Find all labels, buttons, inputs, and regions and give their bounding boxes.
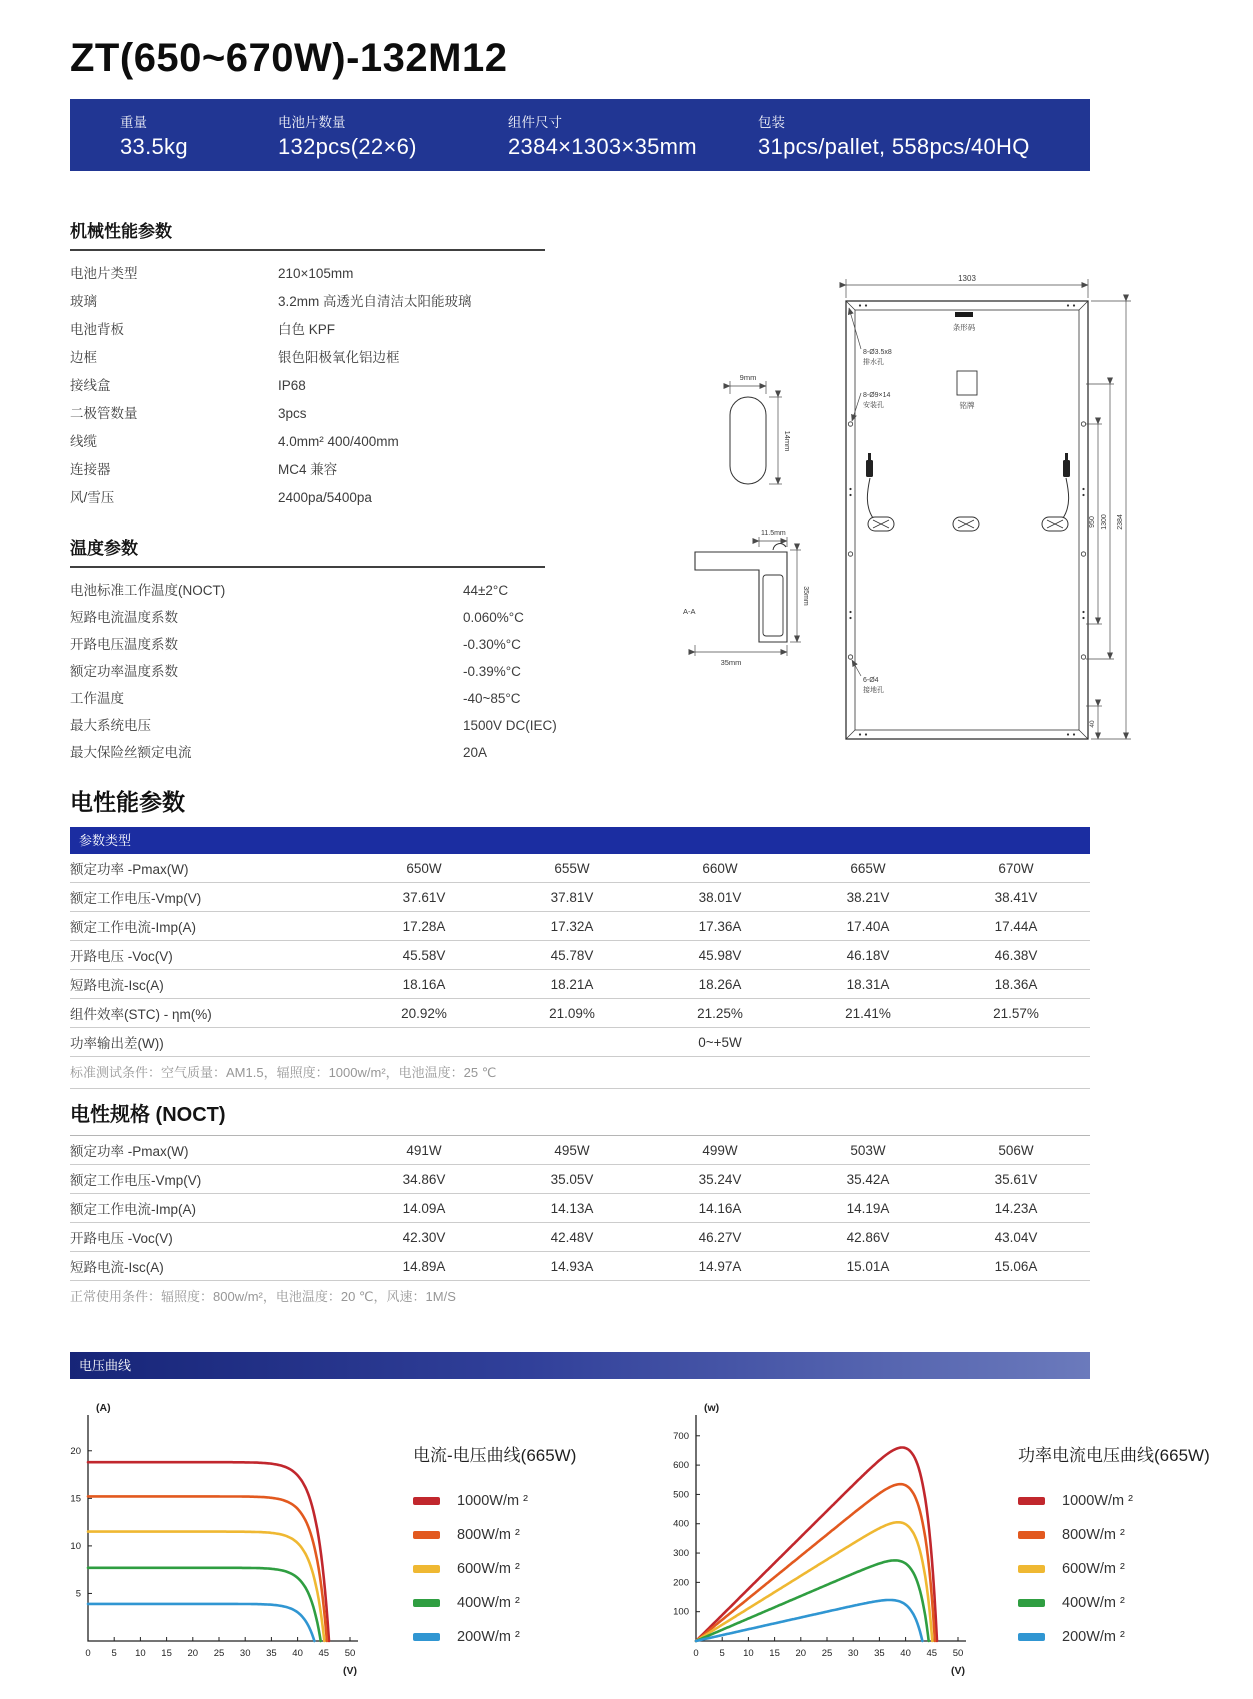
param-type-bar: 参数类型 [70,827,1090,854]
row-label: 开路电压 -Voc(V) [70,949,173,964]
junction-boxes [866,453,1070,531]
cell-value: 17.28A [402,918,446,934]
spec-key: 二极管数量 [70,406,138,421]
temperature-section [70,534,630,766]
panel-drawing-svg [683,254,1163,754]
legend-label: 1000W/m ² [457,1493,528,1509]
spec-item [70,111,278,160]
cell-value: 35.42A [846,1171,890,1187]
svg-text:25: 25 [213,1648,225,1659]
legend-label: 600W/m ² [1062,1561,1125,1577]
legend-item [1018,1518,1253,1552]
legend-color-chip [413,1599,440,1607]
spec-row [70,260,630,288]
svg-text:300: 300 [673,1548,689,1560]
svg-text:35mm: 35mm [720,658,742,667]
cell-value: 18.26A [698,976,742,992]
cell-value: 499W [702,1142,738,1158]
frame-cross-section [683,530,809,667]
spec-key: 额定功率温度系数 [70,664,178,679]
legend-color-chip [413,1531,440,1539]
legend-label: 200W/m ² [457,1629,520,1645]
svg-text:11.5mm: 11.5mm [761,530,786,537]
spec-key: 电池背板 [70,322,124,337]
cell-value: 21.25% [697,1005,743,1021]
row-label: 短路电流-Isc(A) [70,978,164,993]
table-row [70,1252,1090,1281]
svg-text:2384: 2384 [1117,514,1124,530]
svg-text:200: 200 [673,1577,689,1589]
legend-color-chip [413,1565,440,1573]
spec-val: IP68 [278,378,306,393]
spec-value: 31pcs/pallet, 558pcs/40HQ [758,133,1030,159]
svg-text:35mm: 35mm [802,586,809,606]
cell-value: 15.06A [994,1258,1038,1274]
cell-value: 45.58V [402,947,446,963]
cell-value: 14.13A [550,1200,594,1216]
svg-text:50: 50 [344,1648,356,1659]
legend-item [413,1552,658,1586]
svg-text:5: 5 [111,1648,117,1659]
barcode-mark [953,312,976,332]
table-row [70,1028,1090,1057]
spec-row [70,400,630,428]
ground-hole-callout [852,660,884,694]
svg-text:600: 600 [673,1460,689,1472]
cell-value: 17.36A [698,918,742,934]
cell-value: 35.61V [994,1171,1038,1187]
spec-val: 1500V DC(IEC) [463,718,557,733]
spec-key: 最大保险丝额定电流 [70,745,192,760]
svg-text:40: 40 [292,1648,303,1659]
spec-key: 边框 [70,350,97,365]
svg-text:0: 0 [85,1648,91,1659]
legend-color-chip [413,1497,440,1505]
cell-value: 46.18V [846,947,890,963]
spec-key: 接线盒 [70,378,111,393]
cell-value: 14.93A [550,1258,594,1274]
spec-row [70,344,630,372]
panel-rear-view [846,301,1088,739]
spec-value: 33.5kg [120,133,188,159]
svg-text:700: 700 [673,1430,689,1442]
cell-value: 42.86V [846,1229,890,1245]
svg-text:500: 500 [673,1489,689,1501]
voltage-curves-bar: 电压曲线 [70,1352,1090,1379]
cell-value: 20.92% [401,1005,447,1021]
svg-text:25: 25 [821,1648,833,1659]
spec-val: -40~85°C [463,691,521,706]
row-label: 额定工作电流-Imp(A) [70,1202,196,1217]
spec-val: 3pcs [278,406,307,421]
spec-val: 银色阳极氧化铝边框 [278,350,400,365]
page-title: ZT(650~670W)-132M12 [70,36,508,80]
row-label: 额定功率 -Pmax(W) [70,1144,189,1159]
cell-value: 18.31A [846,976,890,992]
legend-label: 200W/m ² [1062,1629,1125,1645]
svg-text:10: 10 [135,1648,146,1659]
legend-item [1018,1620,1253,1654]
cell-value: 37.61V [402,889,446,905]
cell-value: 17.40A [846,918,890,934]
cell-value: 21.41% [845,1005,891,1021]
cell-value: 503W [850,1142,886,1158]
pv-curve-legend [1018,1389,1253,1699]
curve-charts [50,1389,1210,1699]
svg-text:15: 15 [70,1493,81,1505]
cell-value: 655W [554,860,590,876]
spec-item [758,111,1090,160]
table-row [70,1165,1090,1194]
svg-text:条形码: 条形码 [952,323,976,332]
spec-row [70,288,630,316]
cell-value: 14.23A [994,1200,1038,1216]
legend-label: 1000W/m ² [1062,1493,1133,1509]
legend-color-chip [1018,1599,1045,1607]
svg-text:0: 0 [693,1648,699,1659]
cell-value: 34.86V [402,1171,446,1187]
spec-val: MC4 兼容 [278,462,338,477]
legend-color-chip [1018,1565,1045,1573]
svg-text:安装孔: 安装孔 [863,402,884,409]
table-row [70,1194,1090,1223]
spec-item [508,111,758,160]
spec-row [70,484,630,512]
noct-section-title: 电性规格 (NOCT) [70,1089,1090,1136]
row-label: 额定功率 -Pmax(W) [70,862,189,877]
spec-key: 连接器 [70,462,111,477]
cell-value: 15.01A [846,1258,890,1274]
spec-key: 短路电流温度系数 [70,610,178,625]
spec-val: 0.060%°C [463,610,524,625]
spec-val: 210×105mm [278,266,354,281]
svg-text:5: 5 [75,1588,81,1600]
svg-text:(w): (w) [704,1402,720,1414]
dimension-width [846,274,1088,298]
legend-label: 400W/m ² [1062,1595,1125,1611]
svg-text:6-Ø4: 6-Ø4 [863,677,879,684]
svg-text:50: 50 [952,1648,964,1659]
legend-color-chip [1018,1633,1045,1641]
mechanical-section-title: 机械性能参数 [70,217,545,251]
svg-text:A-A: A-A [683,607,696,616]
spec-val: 3.2mm 高透光自清洁太阳能玻璃 [278,294,472,309]
svg-text:40: 40 [1089,720,1096,728]
cell-value: 506W [998,1142,1034,1158]
cell-value: 21.57% [993,1005,1039,1021]
spec-row [70,577,630,604]
svg-text:1303: 1303 [958,274,976,283]
legend-item [1018,1552,1253,1586]
svg-text:20: 20 [187,1648,199,1659]
cell-value: 42.30V [402,1229,446,1245]
table-row [70,854,1090,883]
cell-value: 45.98V [698,947,742,963]
svg-text:30: 30 [239,1648,251,1659]
cell-value: 35.24V [698,1171,742,1187]
cell-value: 18.36A [994,976,1038,992]
legend-label: 600W/m ² [457,1561,520,1577]
cell-value: 14.16A [698,1200,742,1216]
cell-value: 0~+5W [698,1034,742,1050]
svg-text:铭牌: 铭牌 [959,401,975,410]
cell-value: 17.32A [550,918,594,934]
cell-value: 670W [998,860,1034,876]
legend-item [413,1518,658,1552]
spec-row [70,739,630,766]
iv-curve-chart [50,1389,405,1699]
temperature-section-title: 温度参数 [70,534,545,568]
cell-value: 14.97A [698,1258,742,1274]
cell-value: 37.81V [550,889,594,905]
cell-value: 45.78V [550,947,594,963]
cell-value: 38.01V [698,889,742,905]
stc-test-conditions-note: 标准测试条件：空气质量：AM1.5，辐照度：1000w/m²，电池温度：25 ℃ [70,1057,1090,1089]
spec-key: 工作温度 [70,691,124,706]
legend-title: 功率电流电压曲线(665W) [1018,1446,1210,1465]
spec-key: 风/雪压 [70,490,115,505]
spec-value: 132pcs(22×6) [278,133,417,159]
pv-curve-chart [658,1389,1008,1699]
spec-row [70,428,630,456]
row-label: 组件效率(STC) - ηm(%) [70,1007,212,1022]
svg-text:(V): (V) [343,1665,357,1677]
svg-text:接地孔: 接地孔 [863,687,884,694]
svg-text:14mm: 14mm [783,430,792,452]
spec-value: 2384×1303×35mm [508,133,697,159]
svg-text:9mm: 9mm [739,373,757,382]
spec-label: 组件尺寸 [508,114,562,130]
cell-value: 491W [406,1142,442,1158]
row-label: 功率输出差(W)) [70,1036,164,1051]
svg-text:20: 20 [70,1445,81,1457]
svg-text:35: 35 [266,1648,277,1659]
cell-value: 43.04V [994,1229,1038,1245]
table-row [70,1223,1090,1252]
svg-text:8-Ø9×14: 8-Ø9×14 [863,392,891,399]
mechanical-rows [70,260,630,512]
cell-value: 18.21A [550,976,594,992]
spec-val: 白色 KPF [278,322,336,337]
cell-value: 14.89A [402,1258,446,1274]
legend-item [1018,1484,1253,1518]
cell-value: 660W [702,860,738,876]
spec-key: 最大系统电压 [70,718,151,733]
cell-value: 17.44A [994,918,1038,934]
legend-color-chip [413,1633,440,1641]
legend-item [413,1620,658,1654]
spec-label: 重量 [120,114,147,130]
svg-text:30: 30 [847,1648,859,1659]
spec-val: 44±2°C [463,583,509,598]
svg-text:20: 20 [795,1648,807,1659]
cell-value: 665W [850,860,886,876]
spec-row [70,372,630,400]
spec-label: 包装 [758,114,785,130]
svg-text:5: 5 [719,1648,725,1659]
spec-row [70,631,630,658]
svg-text:10: 10 [743,1648,754,1659]
spec-row [70,456,630,484]
svg-text:(V): (V) [951,1665,965,1677]
svg-text:1300: 1300 [1101,514,1108,530]
svg-text:100: 100 [673,1606,689,1618]
cell-value: 21.09% [549,1005,595,1021]
spec-val: 4.0mm² 400/400mm [278,434,399,449]
temperature-rows [70,577,630,766]
svg-text:15: 15 [161,1648,172,1659]
spec-val: -0.39%°C [463,664,521,679]
svg-text:45: 45 [318,1648,330,1659]
spec-label: 电池片数量 [278,114,346,130]
spec-key: 电池标准工作温度(NOCT) [70,583,226,598]
left-column [70,217,630,766]
svg-text:15: 15 [769,1648,780,1659]
slot-detail [730,373,792,484]
spec-val: 2400pa/5400pa [278,490,372,505]
stc-table [70,854,1090,1057]
technical-drawing [683,254,1163,754]
drain-hole-callout [849,308,892,366]
cell-value: 495W [554,1142,590,1158]
row-label: 短路电流-Isc(A) [70,1260,164,1275]
cell-value: 14.19A [846,1200,890,1216]
row-label: 额定工作电压-Vmp(V) [70,1173,202,1188]
legend-item [1018,1586,1253,1620]
spec-item [278,111,508,160]
cell-value: 46.27V [698,1229,742,1245]
dimension-height [1091,301,1131,739]
legend-item [413,1586,658,1620]
spec-row [70,316,630,344]
table-row [70,1136,1090,1165]
svg-text:45: 45 [926,1648,938,1659]
svg-text:排水孔: 排水孔 [863,359,884,366]
row-label: 开路电压 -Voc(V) [70,1231,173,1246]
legend-title: 电流-电压曲线(665W) [413,1446,577,1465]
spec-key: 开路电压温度系数 [70,637,178,652]
table-row [70,883,1090,912]
spec-row [70,604,630,631]
legend-item [413,1484,658,1518]
svg-text:35: 35 [874,1648,885,1659]
noct-table [70,1136,1090,1281]
cell-value: 42.48V [550,1229,594,1245]
mount-hole-callout [852,392,891,421]
spec-summary-bar [70,99,1090,171]
spec-row [70,712,630,739]
table-row [70,941,1090,970]
table-row [70,999,1090,1028]
cell-value: 14.09A [402,1200,446,1216]
nameplate-mark [957,371,977,410]
electrical-section [70,784,1090,1312]
datasheet-page [0,36,1210,1677]
cell-value: 46.38V [994,947,1038,963]
cell-value: 650W [406,860,442,876]
spec-val: 20A [463,745,488,760]
spec-row [70,685,630,712]
iv-curve-legend [413,1389,658,1699]
cell-value: 38.41V [994,889,1038,905]
svg-text:40: 40 [900,1648,911,1659]
table-row [70,912,1090,941]
spec-key: 电池片类型 [70,266,138,281]
table-row [70,970,1090,999]
svg-text:(A): (A) [96,1402,111,1414]
svg-text:10: 10 [70,1540,81,1552]
svg-text:400: 400 [673,1518,689,1530]
row-label: 额定工作电流-Imp(A) [70,920,196,935]
svg-text:8-Ø3.5x8: 8-Ø3.5x8 [863,349,892,356]
legend-color-chip [1018,1531,1045,1539]
legend-label: 800W/m ² [1062,1527,1125,1543]
spec-key: 玻璃 [70,294,97,309]
cell-value: 38.21V [846,889,890,905]
cell-value: 18.16A [402,976,446,992]
legend-color-chip [1018,1497,1045,1505]
spec-key: 线缆 [70,434,97,449]
row-label: 额定工作电压-Vmp(V) [70,891,202,906]
legend-label: 800W/m ² [457,1527,520,1543]
cell-value: 35.05V [550,1171,594,1187]
spec-row [70,658,630,685]
svg-text:950: 950 [1089,516,1096,528]
spec-val: -0.30%°C [463,637,521,652]
noct-conditions-note: 正常使用条件：辐照度：800w/m²，电池温度：20 ℃，风速：1M/S [70,1289,456,1304]
legend-label: 400W/m ² [457,1595,520,1611]
electrical-section-title: 电性能参数 [70,789,185,815]
